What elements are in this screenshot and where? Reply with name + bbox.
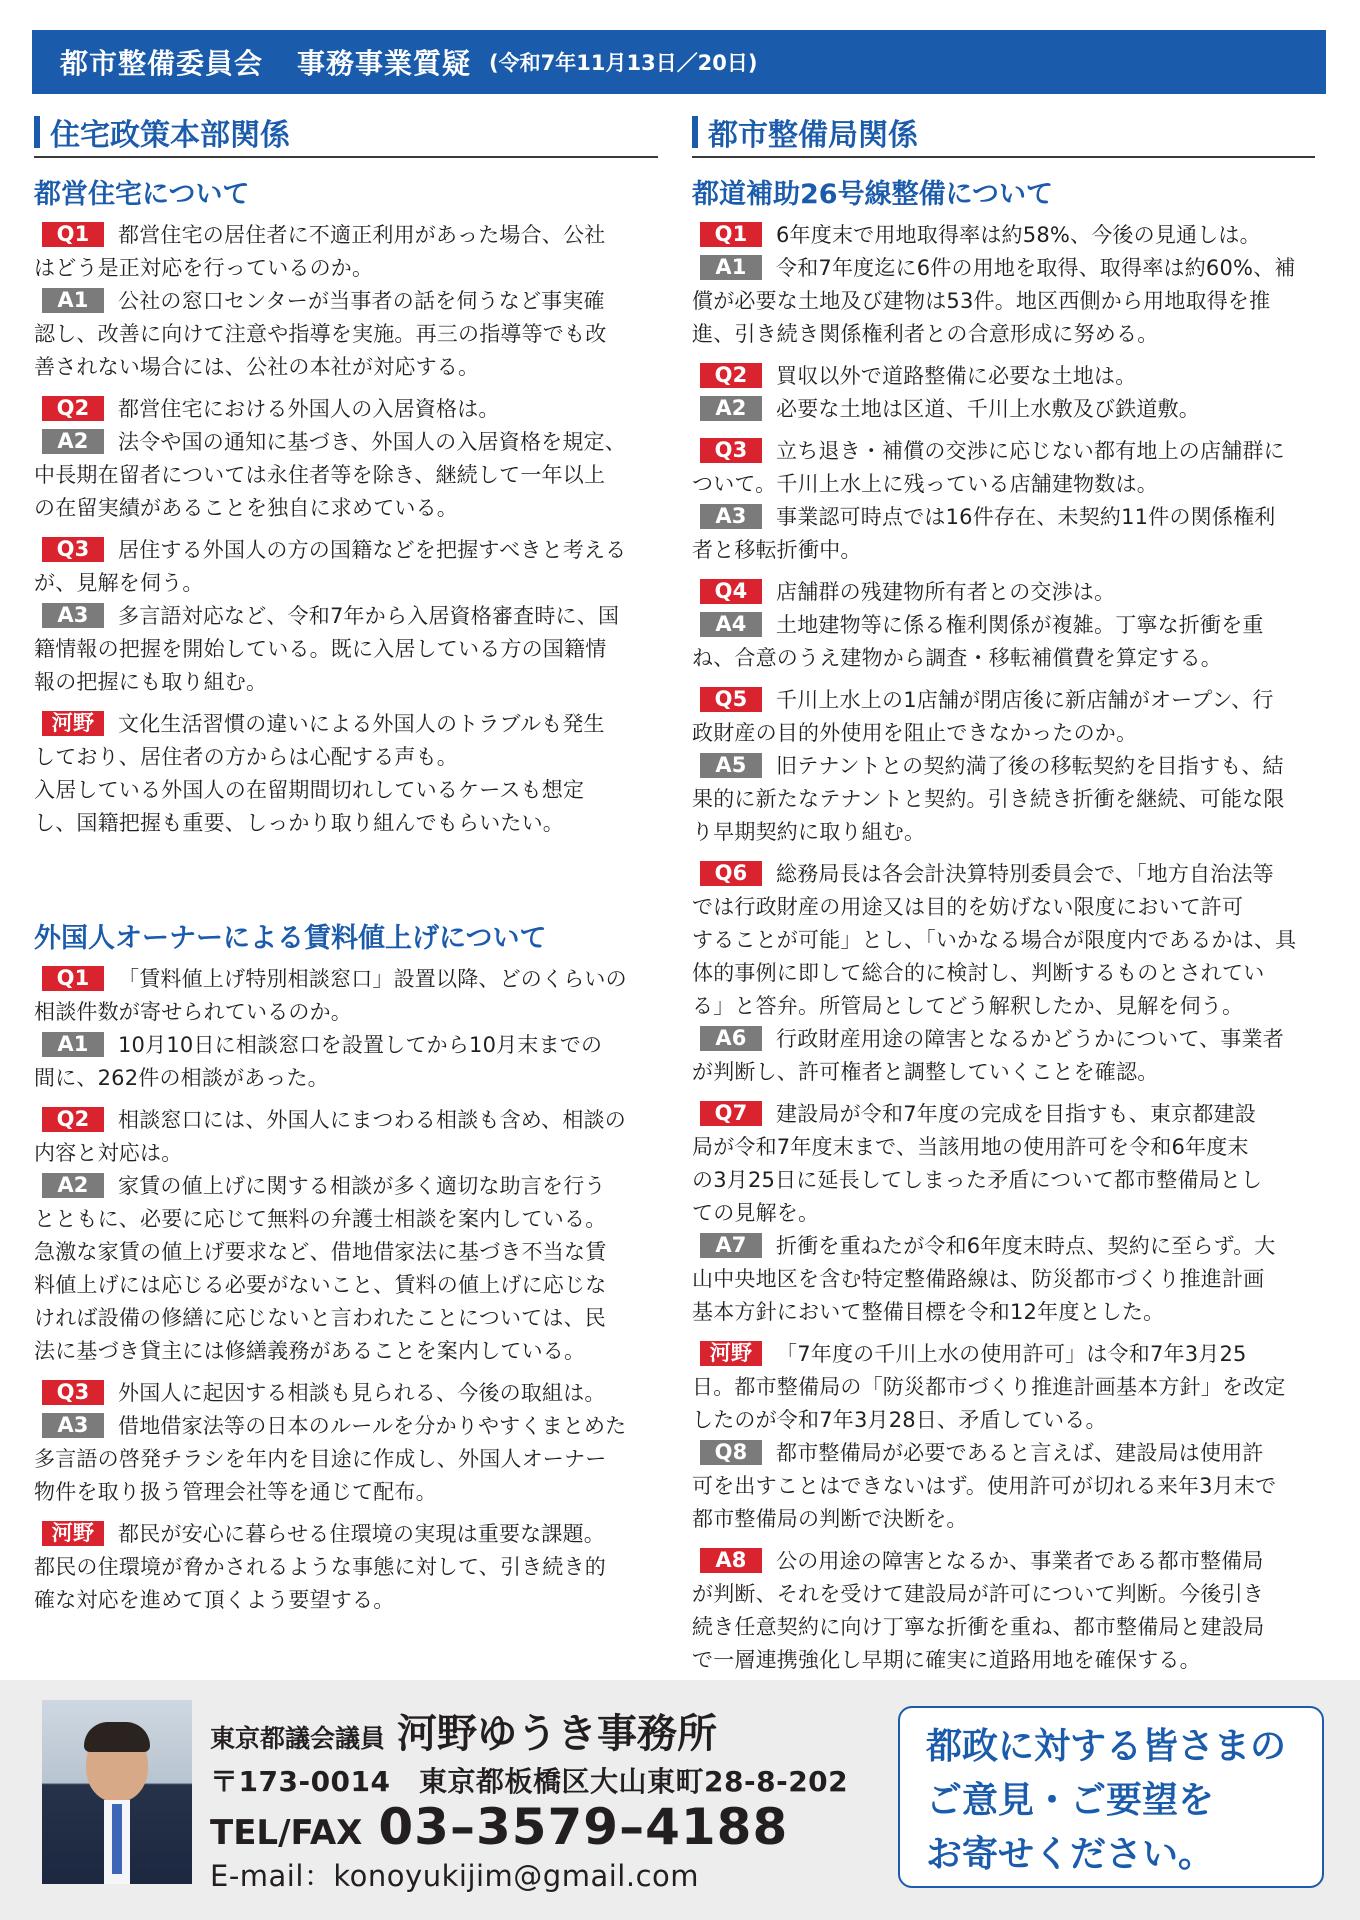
qa-line (692, 1296, 1315, 1329)
speaker-label: 河野 (700, 1341, 762, 1366)
qa-line (692, 1056, 1315, 1089)
qa-text: ての見解を。 (692, 1201, 820, 1225)
qa-line (692, 717, 1315, 750)
qa-text: 続き任意契約に向け丁寧な折衝を重ね、都市整備局と建設局 (692, 1615, 1265, 1639)
tel-number: 03–3579–4188 (378, 1798, 789, 1856)
qa-line (692, 957, 1315, 990)
qa-text: 10月10日に相談窓口を設置してから10月末までの (118, 1033, 603, 1057)
qa-line (34, 1410, 658, 1443)
qa-text: 善されない場合には、公社の本社が対応する。 (34, 355, 480, 379)
qa-text: 「賃料値上げ特別相談窓口」設置以降、どのくらいの (118, 967, 627, 991)
qa-text: 料値上げには応じる必要がないこと、賃料の値上げに応じな (34, 1273, 607, 1297)
qa-text: 者と移転折衝中。 (692, 538, 862, 562)
qa-text: 必要な土地は区道、千川上水敷及び鉄道敷。 (776, 397, 1200, 421)
qa-text: が判断、それを受けて建設局が許可について判断。今後引き (692, 1582, 1264, 1606)
qa-line (34, 963, 658, 996)
qa-text: 千川上水上の1店舗が閉店後に新店舗がオープン、行 (776, 688, 1274, 712)
qa-line (692, 435, 1315, 468)
topic-title: 都道補助26号線整備について (692, 179, 1054, 210)
qa-text: が判断し、許可権者と調整していくことを確認。 (692, 1060, 1159, 1084)
qa-line (34, 600, 658, 633)
office-address: 〒173-0014 東京都板橋区大山東町28-8-202 (210, 1765, 849, 1798)
qa-line (692, 360, 1315, 393)
qa-line (692, 1263, 1315, 1296)
qa-line (692, 609, 1315, 642)
qa-line (34, 1137, 658, 1170)
qa-text: 基本方針において整備目標を令和12年度とした。 (692, 1300, 1165, 1324)
qa-text: 可を出すことはできないはず。使用許可が切れる来年3月末で (692, 1474, 1277, 1498)
left-column (34, 108, 658, 1617)
answer-label: A1 (42, 288, 104, 313)
qa-text: 政財産の目的外使用を阻止できなかったのか。 (692, 721, 1138, 745)
qa-line (692, 468, 1315, 501)
qa-text: 日。都市整備局の「防災都市づくり推進計画基本方針」を改定 (692, 1375, 1286, 1399)
answer-label: A4 (700, 612, 762, 637)
qa-text: 令和7年度迄に6件の用地を取得、取得率は約60%、補 (776, 256, 1296, 280)
qa-text: では行政財産の用途又は目的を妨げない限度において許可 (692, 895, 1244, 919)
banner-subtitle: 事務事業質疑 (297, 47, 472, 80)
qa-text: 多言語対応など、令和7年から入居資格審査時に、国 (118, 604, 620, 628)
qa-line (692, 1230, 1315, 1263)
qa-line (692, 285, 1315, 318)
qa-line (692, 252, 1315, 285)
callout-line: ご意見・ご要望を (926, 1780, 1215, 1821)
qa-text: とともに、必要に応じて無料の弁護士相談を案内している。 (34, 1207, 607, 1231)
qa-line (692, 1644, 1315, 1677)
qa-line (692, 318, 1315, 351)
qa-text: 公社の窓口センターが当事者の話を伺うなど事実確 (118, 289, 605, 313)
qa-line (34, 666, 658, 699)
qa-line (692, 1578, 1315, 1611)
qa-text: で一層連携強化し早期に確実に道路用地を確保する。 (692, 1648, 1201, 1672)
qa-text: ければ設備の修繕に応じないと言われたことについては、民 (34, 1306, 606, 1330)
question-label: Q7 (700, 1101, 762, 1126)
qa-line (34, 492, 658, 525)
section-bar-icon (692, 116, 698, 148)
qa-line (692, 1131, 1315, 1164)
qa-text: 多言語の啓発チラシを年内を目途に作成し、外国人オーナー (34, 1447, 607, 1471)
qa-text: 進、引き続き関係権利者との合意形成に努める。 (692, 322, 1159, 346)
answer-label: A3 (42, 1413, 104, 1438)
qa-text: 法に基づき貸主には修繕義務があることを案内している。 (34, 1339, 586, 1363)
qa-text: 総務局長は各会計決算特別委員会で、「地方自治法等 (776, 862, 1274, 886)
qa-text: 「7年度の千川上水の使用許可」は令和7年3月25 (776, 1342, 1247, 1366)
qa-text: の3月25日に延長してしまった矛盾について都市整備局とし (692, 1168, 1263, 1192)
tel-label: TEL/FAX (210, 1813, 363, 1853)
speaker-label: 河野 (42, 1521, 104, 1546)
qa-line (692, 990, 1315, 1023)
callout-line: 都政に対する皆さまの (926, 1726, 1287, 1767)
qa-line (34, 1062, 658, 1095)
answer-label: A2 (700, 396, 762, 421)
qa-line (34, 534, 658, 567)
qa-text: 行政財産用途の障害となるかどうかについて、事業者 (776, 1027, 1284, 1051)
qa-text: が、見解を伺う。 (34, 571, 204, 595)
qa-text: 都市整備局が必要であると言えば、建設局は使用許 (776, 1441, 1264, 1465)
qa-text: り早期契約に取り組む。 (692, 820, 926, 844)
qa-line (34, 1443, 658, 1476)
question-label: Q2 (42, 396, 104, 421)
qa-line (692, 501, 1315, 534)
answer-label: A7 (700, 1233, 762, 1258)
qa-line (692, 534, 1315, 567)
qa-line (34, 252, 658, 285)
qa-line (692, 642, 1315, 675)
qa-line (692, 783, 1315, 816)
qa-line (692, 1371, 1315, 1404)
qa-text: 中長期在留者については永住者等を除き、継続して一年以上 (34, 463, 606, 487)
qa-text: 都市整備局の判断で決断を。 (692, 1507, 968, 1531)
qa-list (692, 219, 1315, 1677)
right-column (692, 108, 1315, 1677)
qa-text: 都営住宅の居住者に不適正利用があった場合、公社 (118, 223, 606, 247)
qa-line (692, 750, 1315, 783)
question-label: Q5 (700, 687, 762, 712)
qa-text: 体的事例に即して総合的に検討し、判断するものとされてい (692, 961, 1265, 985)
qa-text: 果的に新たなテナントと契約。引き続き折衝を継続、可能な限 (692, 787, 1285, 811)
qa-text: しており、居住者の方からは心配する声も。 (34, 745, 458, 769)
qa-line (34, 318, 658, 351)
answer-label: A5 (700, 753, 762, 778)
section-heading-urban (692, 108, 1315, 158)
section-bar-icon (34, 116, 40, 148)
answer-label: Q8 (700, 1440, 762, 1465)
qa-text: 都民の住環境が脅かされるような事態に対して、引き続き的 (34, 1555, 606, 1579)
qa-line (692, 1023, 1315, 1056)
question-label: A8 (700, 1548, 762, 1573)
qa-line (34, 1377, 658, 1410)
qa-text: はどう是正対応を行っているのか。 (34, 256, 374, 280)
section-title: 都市整備局関係 (708, 118, 918, 153)
section-title: 住宅政策本部関係 (50, 118, 290, 153)
qa-line (34, 567, 658, 600)
qa-text: 間に、262件の相談があった。 (34, 1066, 329, 1090)
qa-text: 6年度末で用地取得率は約58%、今後の見通しは。 (776, 223, 1261, 247)
qa-line (34, 351, 658, 384)
answer-label: A2 (42, 1173, 104, 1198)
qa-line (692, 1437, 1315, 1470)
qa-line (34, 1518, 658, 1551)
qa-line (692, 1404, 1315, 1437)
qa-text: 入居している外国人の在留期間切れしているケースも想定 (34, 778, 585, 802)
qa-text: 公の用途の障害となるか、事業者である都市整備局 (776, 1549, 1264, 1573)
qa-text: 都営住宅における外国人の入居資格は。 (118, 397, 500, 421)
qa-line (34, 774, 658, 807)
qa-line (34, 1029, 658, 1062)
question-label: Q1 (42, 222, 104, 247)
qa-line (34, 1584, 658, 1617)
answer-label: A6 (700, 1026, 762, 1051)
question-label: Q6 (700, 861, 762, 886)
banner-dates: (令和7年11月13日／20日) (489, 51, 758, 75)
qa-line (34, 708, 658, 741)
qa-text: 旧テナントとの契約満了後の移転契約を目指すも、結 (776, 754, 1284, 778)
qa-line (692, 1611, 1315, 1644)
qa-line (692, 1197, 1315, 1230)
question-label: Q4 (700, 579, 762, 604)
qa-line (692, 1164, 1315, 1197)
qa-line (34, 1335, 658, 1368)
portrait-photo (42, 1700, 192, 1884)
qa-line (692, 858, 1315, 891)
qa-text: 家賃の値上げに関する相談が多く適切な助言を行う (118, 1174, 606, 1198)
qa-text: 折衝を重ねたが令和6年度末時点、契約に至らず。大 (776, 1234, 1276, 1258)
topic-title: 外国人オーナーによる賃料値上げについて (34, 923, 547, 954)
qa-line (692, 1545, 1315, 1578)
section-heading-housing (34, 108, 658, 158)
qa-text: 急激な家賃の値上げ要求など、借地借家法に基づき不当な賃 (34, 1240, 607, 1264)
qa-text: 籍情報の把握を開始している。既に入居している方の国籍情 (34, 637, 607, 661)
question-label: Q3 (42, 1380, 104, 1405)
answer-label: A3 (42, 603, 104, 628)
qa-line (692, 576, 1315, 609)
qa-text: 土地建物等に係る権利関係が複雑。丁寧な折衝を重 (776, 613, 1264, 637)
qa-text: 居住する外国人の方の国籍などを把握すべきと考える (118, 538, 627, 562)
qa-line (34, 1302, 658, 1335)
office-phone (210, 1798, 788, 1856)
qa-text: 文化生活習慣の違いによる外国人のトラブルも発生 (118, 712, 605, 736)
qa-line (34, 996, 658, 1029)
qa-line (692, 891, 1315, 924)
qa-line (34, 633, 658, 666)
office-title (210, 1702, 717, 1759)
qa-line (692, 1503, 1315, 1536)
qa-line (34, 1170, 658, 1203)
qa-text: 山中央地区を含む特定整備路線は、防災都市づくり推進計画 (692, 1267, 1265, 1291)
qa-text: 償が必要な土地及び建物は53件。地区西側から用地取得を推 (692, 289, 1271, 313)
answer-label: A1 (700, 255, 762, 280)
qa-text: 外国人に起因する相談も見られる、今後の取組は。 (118, 1381, 606, 1405)
qa-text: の在留実績があることを独自に求めている。 (34, 496, 458, 520)
question-label: Q3 (42, 537, 104, 562)
qa-text: 局が令和7年度末まで、当該用地の使用許可を令和6年度末 (692, 1135, 1249, 1159)
qa-text: 確な対応を進めて頂くよう要望する。 (34, 1588, 395, 1612)
qa-text: ね、合意のうえ建物から調査・移転補償費を算定する。 (692, 646, 1222, 670)
qa-line (34, 393, 658, 426)
qa-line (692, 1098, 1315, 1131)
answer-label: A2 (42, 429, 104, 454)
topic-title: 都営住宅について (34, 179, 250, 210)
qa-text: 建設局が令和7年度の完成を目指すも、東京都建設 (776, 1102, 1256, 1126)
qa-line (692, 393, 1315, 426)
qa-text: 立ち退き・補償の交渉に応じない都有地上の店舗群に (776, 439, 1285, 463)
banner-title: 都市整備委員会 (60, 47, 264, 80)
qa-line (692, 816, 1315, 849)
office-email: E-mail：konoyukijim@gmail.com (210, 1859, 700, 1893)
qa-text: 報の把握にも取り組む。 (34, 670, 268, 694)
callout-line: お寄せください。 (926, 1834, 1215, 1875)
feedback-callout (898, 1706, 1324, 1888)
qa-text: 借地借家法等の日本のルールを分かりやすくまとめた (118, 1414, 627, 1438)
question-label: Q3 (700, 438, 762, 463)
qa-text: したのが令和7年3月28日、矛盾している。 (692, 1408, 1107, 1432)
qa-line (34, 426, 658, 459)
question-label: Q2 (700, 363, 762, 388)
qa-line (34, 741, 658, 774)
qa-list (34, 963, 658, 1617)
qa-text: することが可能」とし、「いかなる場合が限度内であるかは、具 (692, 928, 1297, 952)
qa-list (34, 219, 658, 840)
qa-line (692, 219, 1315, 252)
question-label: Q1 (700, 222, 762, 247)
qa-line (692, 684, 1315, 717)
qa-text: 法令や国の通知に基づき、外国人の入居資格を規定、 (118, 430, 626, 454)
qa-line (692, 1338, 1315, 1371)
qa-text: 買収以外で道路整備に必要な土地は。 (776, 364, 1137, 388)
qa-text: し、国籍把握も重要、しっかり取り組んでもらいたい。 (34, 811, 564, 835)
qa-line (692, 924, 1315, 957)
qa-text: 内容と対応は。 (34, 1141, 183, 1165)
qa-line (34, 459, 658, 492)
question-label: Q1 (42, 966, 104, 991)
qa-text: 認し、改善に向けて注意や指導を実施。再三の指導等でも改 (34, 322, 607, 346)
qa-line (692, 1470, 1315, 1503)
qa-line (34, 1104, 658, 1137)
qa-line (34, 1551, 658, 1584)
qa-text: 相談件数が寄せられているのか。 (34, 1000, 352, 1024)
qa-text: 相談窓口には、外国人にまつわる相談も含め、相談の (118, 1108, 626, 1132)
qa-line (34, 1203, 658, 1236)
qa-line (34, 285, 658, 318)
question-label: Q2 (42, 1107, 104, 1132)
qa-text: 店舗群の残建物所有者との交渉は。 (776, 580, 1116, 604)
answer-label: A3 (700, 504, 762, 529)
qa-text: る」と答弁。所管局としてどう解釈したか、見解を伺う。 (692, 994, 1244, 1018)
qa-line (34, 1476, 658, 1509)
qa-text: 物件を取り扱う管理会社等を通じて配布。 (34, 1480, 437, 1504)
speaker-label: 河野 (42, 711, 104, 736)
qa-text: 都民が安心に暮らせる住環境の実現は重要な課題。 (118, 1522, 605, 1546)
header-banner (32, 30, 1326, 94)
qa-text: 事業認可時点では16件存在、未契約11件の関係権利 (776, 505, 1276, 529)
qa-line (34, 1236, 658, 1269)
office-role: 東京都議会議員 (210, 1724, 386, 1753)
qa-line (34, 219, 658, 252)
answer-label: A1 (42, 1032, 104, 1057)
qa-line (34, 807, 658, 840)
qa-text: ついて。千川上水上に残っている店舗建物数は。 (692, 472, 1158, 496)
qa-line (34, 1269, 658, 1302)
office-name: 河野ゆうき事務所 (397, 1711, 718, 1757)
